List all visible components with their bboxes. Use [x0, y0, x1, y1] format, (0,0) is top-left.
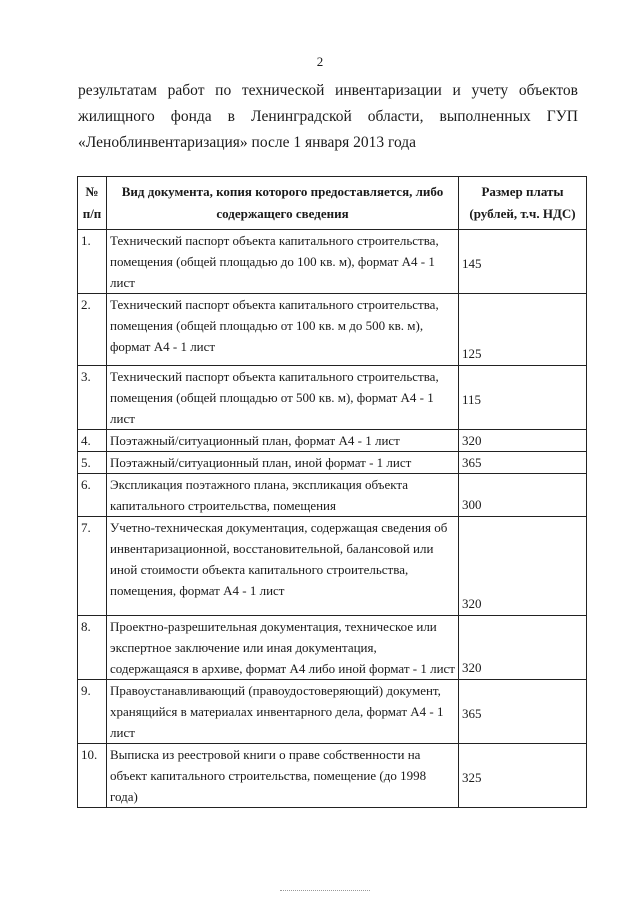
- row-doc: Учетно-техническая документация, содержащая сведения об инвентаризационной, восстановительной, балансовой или иной стоимости объекта капитального строительства, помещения, формат А4 - 1 лист: [107, 517, 459, 616]
- header-num: № п/п: [78, 177, 107, 230]
- intro-line-1: [78, 78, 578, 104]
- table-row: [78, 430, 587, 452]
- row-num: 10.: [78, 744, 107, 808]
- intro-word: результатам: [78, 82, 157, 99]
- intro-word: работ: [167, 82, 205, 99]
- table-row: [78, 294, 587, 366]
- fees-table: [77, 176, 587, 808]
- intro-word: технической: [241, 82, 325, 99]
- row-price: 320: [459, 430, 587, 452]
- intro-word: выполненных: [439, 108, 531, 125]
- row-doc: Поэтажный/ситуационный план, формат А4 - 1 лист: [107, 430, 459, 452]
- row-doc: Технический паспорт объекта капитального строительства, помещения (общей площадью до 100 кв. м), формат А4 - 1 лист: [107, 230, 459, 294]
- row-doc: Поэтажный/ситуационный план, иной формат - 1 лист: [107, 452, 459, 474]
- intro-line-2: [78, 104, 578, 130]
- table-row: [78, 616, 587, 680]
- row-doc: Технический паспорт объекта капитального строительства, помещения (общей площадью от 500 кв. м), формат А4 - 1 лист: [107, 366, 459, 430]
- row-price: 365: [459, 452, 587, 474]
- row-doc: Проектно-разрешительная документация, техническое или экспертное заключение или иная документация, содержащаяся в архиве, формат А4 либо иной формат - 1 лист: [107, 616, 459, 680]
- row-price: 145: [459, 230, 587, 294]
- row-price: 325: [459, 744, 587, 808]
- row-num: 3.: [78, 366, 107, 430]
- row-price: 320: [459, 616, 587, 680]
- row-num: 4.: [78, 430, 107, 452]
- scan-artifact-line: [280, 890, 370, 891]
- row-price: 300: [459, 474, 587, 517]
- intro-word: ГУП: [546, 108, 578, 125]
- row-price: 320: [459, 517, 587, 616]
- intro-word: фонда: [170, 108, 212, 125]
- table-row: [78, 680, 587, 744]
- page-number: 2: [316, 54, 324, 69]
- intro-word: учету: [471, 82, 509, 99]
- intro-word: инвентаризации: [335, 82, 442, 99]
- table-row: [78, 517, 587, 616]
- intro-line-3: [78, 130, 578, 156]
- row-num: 6.: [78, 474, 107, 517]
- row-price: 115: [459, 366, 587, 430]
- row-num: 8.: [78, 616, 107, 680]
- row-doc: Правоустанавливающий (правоудостоверяющий) документ, хранящийся в материалах инвентарного дела, формат А4 - 1 лист: [107, 680, 459, 744]
- table-header-row: [78, 177, 587, 230]
- row-doc: Выписка из реестровой книги о праве собственности на объект капитального строительства, помещение (до 1998 года): [107, 744, 459, 808]
- table-row: [78, 452, 587, 474]
- table-row: [78, 744, 587, 808]
- table-row: [78, 230, 587, 294]
- row-num: 9.: [78, 680, 107, 744]
- row-num: 7.: [78, 517, 107, 616]
- row-num: 1.: [78, 230, 107, 294]
- intro-word: в: [227, 108, 235, 125]
- row-num: 5.: [78, 452, 107, 474]
- row-price: 125: [459, 294, 587, 366]
- intro-word: объектов: [518, 82, 578, 99]
- header-price: Размер платы (рублей, т.ч. НДС): [459, 177, 587, 230]
- row-num: 2.: [78, 294, 107, 366]
- intro-paragraph: [78, 78, 578, 156]
- header-doc: Вид документа, копия которого предоставляется, либо содержащего сведения: [107, 177, 459, 230]
- table-row: [78, 366, 587, 430]
- intro-word: области,: [367, 108, 424, 125]
- table-row: [78, 474, 587, 517]
- intro-word: Ленинградской: [251, 108, 352, 125]
- row-price: 365: [459, 680, 587, 744]
- intro-word: по: [215, 82, 232, 99]
- row-doc: Экспликация поэтажного плана, экспликация объекта капитального строительства, помещения: [107, 474, 459, 517]
- intro-line-3-text: «Леноблинвентаризация» после 1 января 2013 года: [78, 134, 417, 151]
- intro-word: и: [452, 82, 461, 99]
- row-doc: Технический паспорт объекта капитального строительства, помещения (общей площадью от 100 кв. м до 500 кв. м), формат А4 - 1 лист: [107, 294, 459, 366]
- intro-word: жилищного: [78, 108, 155, 125]
